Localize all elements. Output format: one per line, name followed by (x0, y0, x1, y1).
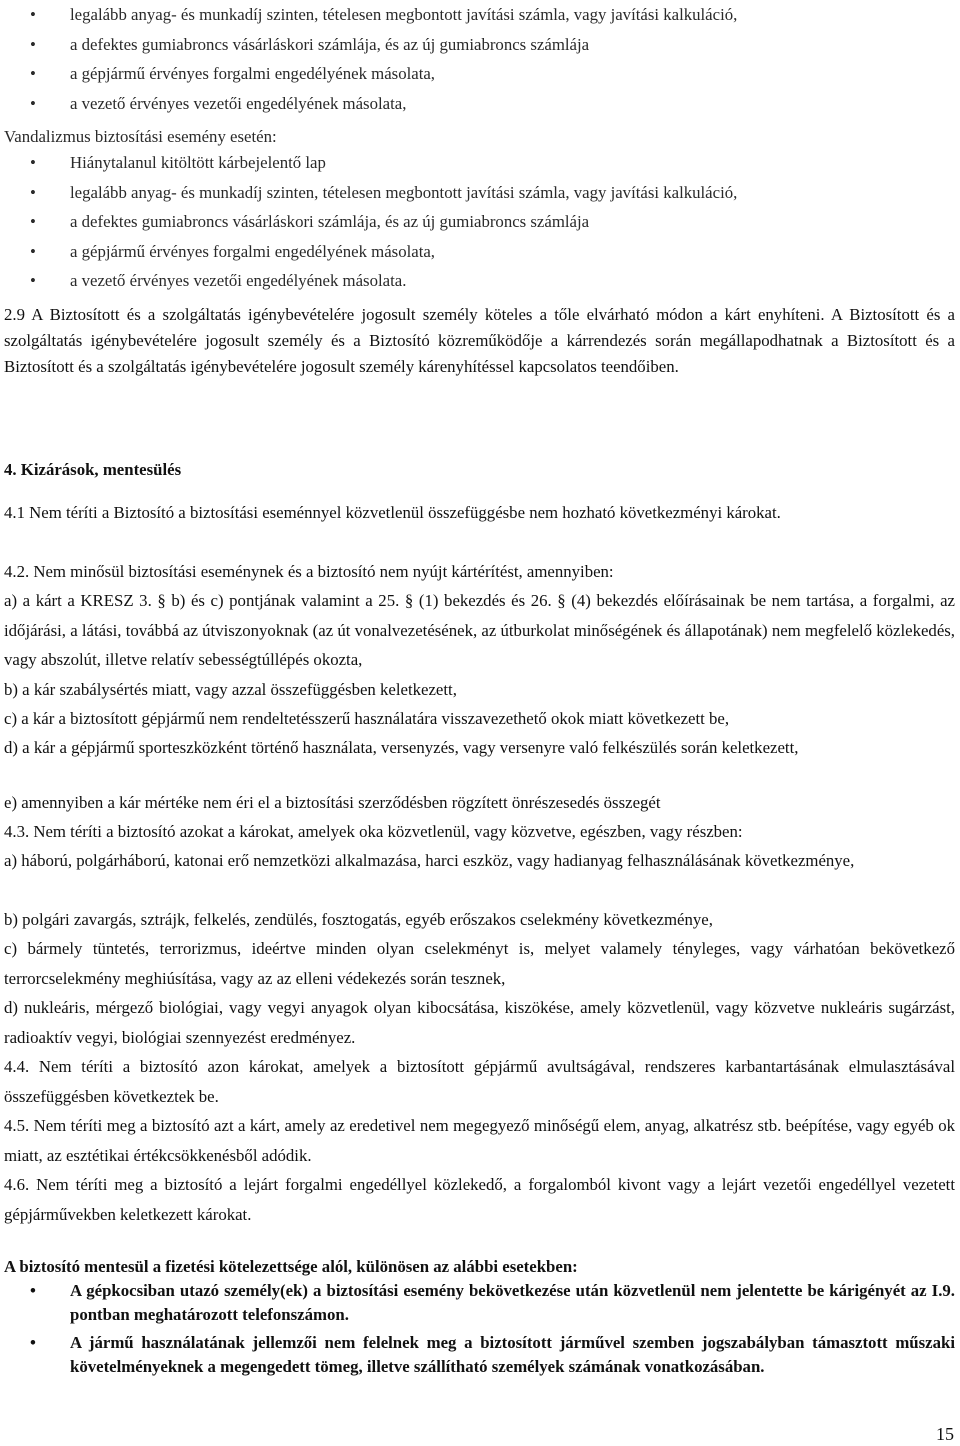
list-item: • legalább anyag- és munkadíj szinten, tételesen megbontott javítási számla, vagy javítási kalkuláció, (4, 0, 955, 30)
paragraph-4-3-a: a) háború, polgárháború, katonai erő nemzetközi alkalmazása, harci eszköz, vagy hadianyag felhasználásának következménye, (4, 851, 855, 870)
paragraph-4-2-a: a) a kárt a KRESZ 3. § b) és c) pontjának valamint a 25. § (1) bekezdés és 26. § (4) bekezdés előírásainak be nem tartása, a forgalmi, az időjárási, a látási, továbbá az útviszonyoknak (az út vonalvezetésének, az útburkolat minőségének és állapotának) nem megfelelő közlekedés, vagy abszolút, illetve relatív sebességtúllépés okozta, (4, 591, 955, 670)
list-item: • a gépjármű érvényes forgalmi engedélyének másolata, (4, 237, 955, 267)
paragraph-text: 2.9 A Biztosított és a szolgáltatás igénybevételére jogosult személy köteles a tőle elvárható módon a kárt enyhíteni. A Biztosított és a szolgáltatás igénybevételére jogosult személy és a Biztosító közreműködője a kárrendezés során megállapodhatnak a Biztosított és a Biztosított és a szolgáltatás igénybevételére jogosult személy kárenyhítéssel kapcsolatos teendőiben. (4, 305, 955, 376)
paragraph-4-1: 4.1 Nem téríti a Biztosító a biztosítási eseménnyel közvetlenül összefüggésbe nem hozható következményi károkat. (4, 503, 781, 522)
list-item: • A jármű használatának jellemzői nem felelnek meg a biztosított járművel szemben jogszabályban támasztott műszaki követelményeknek a megengedett tömeg, illetve szállítható személyek számának vonatkozásában. (4, 1331, 955, 1379)
list-item: • A gépkocsiban utazó személy(ek) a biztosítási esemény bekövetkezése után közvetlenül nem jelentette be kárigényét az I.9. pontban meghatározott telefonszámon. (4, 1279, 955, 1327)
list-item: • a gépjármű érvényes forgalmi engedélyének másolata, (4, 59, 955, 89)
list-item: • a vezető érvényes vezetői engedélyének másolata. (4, 266, 955, 296)
exemption-heading: A biztosító mentesül a fizetési kötelezettsége alól, különösen az alábbi esetekben: (4, 1257, 578, 1276)
paragraph-4-4: 4.4. Nem téríti a biztosító azon károkat, amelyek a biztosított gépjármű avultságával, rendszeres karbantartásának elmulasztásával összefüggésben következtek be. (4, 1057, 955, 1106)
top-bullet-list (4, 0, 955, 118)
list-item: • Hiánytalanul kitöltött kárbejelentő lap (4, 148, 955, 178)
paragraph-4-3-intro: 4.3. Nem téríti a biztosító azokat a károkat, amelyek oka közvetlenül, vagy közvetve, egészben, vagy részben: (4, 822, 743, 841)
paragraph-4-6: 4.6. Nem téríti meg a biztosító a lejárt forgalmi engedéllyel közlekedő, a forgalomból kivont vagy a lejárt vezetői engedéllyel vezetett gépjárművekben keletkezett károkat. (4, 1175, 955, 1224)
paragraph-4-3-d: d) nukleáris, mérgező biológiai, vagy vegyi anyagok olyan kibocsátása, kiszökése, amely közvetlenül, vagy közvetve nukleáris sugárzást, radioaktív vegyi, biológiai szennyezést eredményez. (4, 998, 955, 1047)
paragraph-4-2-d: d) a kár a gépjármű sporteszközként történő használata, versenyzés, vagy versenyre való felkészülés során keletkezett, (4, 738, 799, 757)
paragraph-4-5: 4.5. Nem téríti meg a biztosító azt a kárt, amely az eredetivel nem megegyező minőségű elem, anyag, alkatrész stb. beépítése, vagy egyéb ok miatt, az esztétikai értékcsökkenésből adódik. (4, 1116, 955, 1165)
exemption-bullet-list (4, 1279, 955, 1379)
paragraph-4-2-intro: 4.2. Nem minősül biztosítási eseménynek és a biztosító nem nyújt kártérítést, amennyiben: (4, 562, 614, 581)
paragraph-4-3-c: c) bármely tüntetés, terrorizmus, ideértve minden olyan cselekményt is, melyet valamely tényleges, vagy várhatóan bekövetkező terrorcselekmény meghiúsítása, vagy az az elleni védekezés során tesznek, (4, 939, 955, 988)
paragraph-4-2-c: c) a kár a biztosított gépjármű nem rendeltetésszerű használatára visszavezethető okok miatt következett be, (4, 709, 730, 728)
paragraph-4-2-e: e) amennyiben a kár mértéke nem éri el a biztosítási szerződésben rögzített önrészesedés összegét (4, 793, 661, 812)
paragraph-2-9 (4, 302, 955, 380)
page-number: 15 (936, 1424, 954, 1444)
list-item: • legalább anyag- és munkadíj szinten, tételesen megbontott javítási számla, vagy javítási kalkuláció, (4, 178, 955, 208)
list-item: • a defektes gumiabroncs vásárláskori számlája, és az új gumiabroncs számlája (4, 207, 955, 237)
paragraph-4-3-b: b) polgári zavargás, sztrájk, felkelés, zendülés, fosztogatás, egyéb erőszakos cselekmény következménye, (4, 910, 713, 929)
vandal-heading: Vandalizmus biztosítási esemény esetén: (4, 127, 277, 146)
list-item: • a vezető érvényes vezetői engedélyének másolata, (4, 89, 955, 119)
vandal-bullet-list (4, 148, 955, 296)
list-item: • a defektes gumiabroncs vásárláskori számlája, és az új gumiabroncs számlája (4, 30, 955, 60)
paragraph-4-2-b: b) a kár szabálysértés miatt, vagy azzal összefüggésben keletkezett, (4, 680, 457, 699)
section-title: 4. Kizárások, mentesülés (4, 460, 182, 479)
